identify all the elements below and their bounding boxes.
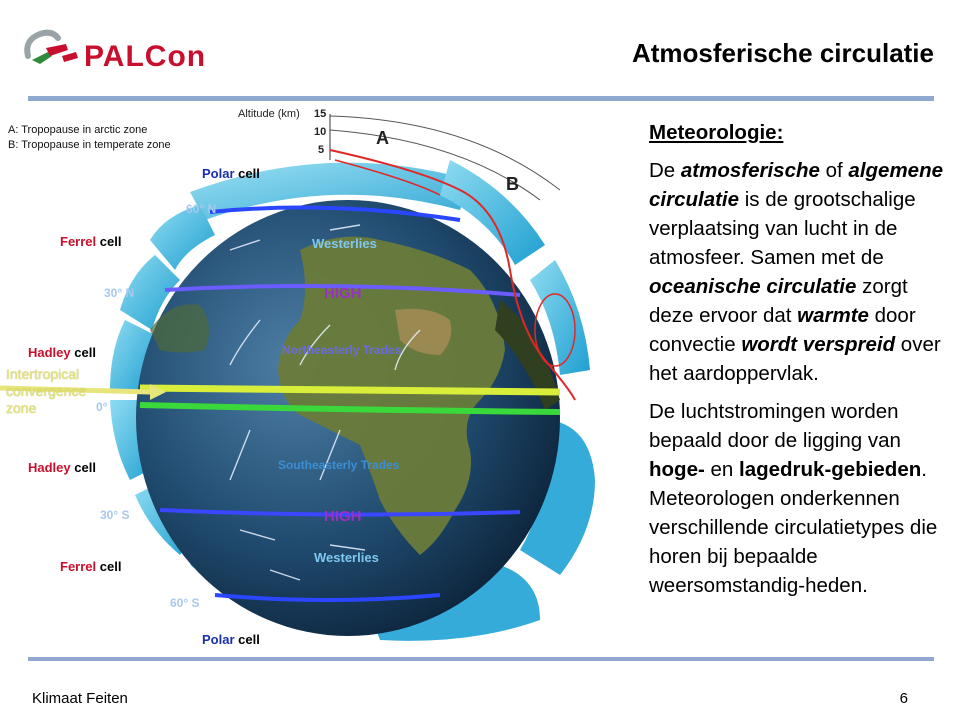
slide-title: Atmosferische circulatie	[631, 38, 934, 68]
logo-wordmark: PALCon	[84, 40, 207, 73]
explanation-text	[649, 118, 949, 609]
cell-label-ferrel-north: Ferrel cell	[60, 234, 122, 249]
cell-label-hadley-north: Hadley cell	[28, 345, 96, 360]
altitude-tick-15: 15	[314, 108, 327, 120]
high-south-label: HIGH	[324, 508, 362, 525]
paragraph-1: De atmosferische of algemene circulatie is de grootschalige verplaatsing van lucht in de atmosfeer. Samen met de oceanische circulatie zorgt deze ervoor dat warmte door convectie wordt verspreid over het aardoppervlak.	[649, 159, 943, 385]
bottom-divider	[28, 657, 934, 661]
cell-label-polar-north: Polar cell	[202, 166, 260, 181]
altitude-label: Altitude (km)	[238, 108, 300, 120]
latitude-60n: 60° N	[186, 202, 217, 216]
cell-label-ferrel-south: Ferrel cell	[60, 559, 122, 574]
latitude-60s: 60° S	[170, 596, 200, 610]
marker-a: A	[376, 128, 389, 148]
earth-globe	[136, 200, 560, 636]
section-heading: Meteorologie:	[649, 121, 784, 144]
westerlies-south-label: Westerlies	[314, 550, 379, 565]
southeasterly-trades-label: Southeasterly Trades	[278, 458, 400, 472]
cell-label-hadley-south: Hadley cell	[28, 460, 96, 475]
northeasterly-trades-label: Northeasterly Trades	[282, 343, 402, 357]
latitude-equator: 0°	[96, 400, 108, 414]
high-north-label: HIGH	[324, 285, 362, 302]
palcon-logo	[22, 26, 222, 76]
hands-logo-icon	[22, 26, 82, 76]
westerlies-north-label: Westerlies	[312, 236, 377, 251]
latitude-30n: 30° N	[104, 286, 135, 300]
page-number: 6	[899, 690, 908, 707]
atmospheric-circulation-diagram	[0, 100, 640, 656]
legend-tropopause-a: A: Tropopause in arctic zone	[8, 124, 148, 136]
latitude-30s: 30° S	[100, 508, 130, 522]
itcz-label: Intertropical convergence zone	[6, 366, 87, 416]
altitude-tick-10: 10	[314, 126, 327, 138]
paragraph-2: De luchtstromingen worden bepaald door de ligging van hoge- en lagedruk-gebieden. Meteorologen onderkennen verschillende circulatietypes die horen bij bepaalde weersomstandig-heden.	[649, 400, 938, 597]
footer-title: Klimaat Feiten	[32, 690, 128, 707]
marker-b: B	[506, 174, 519, 194]
cell-label-polar-south: Polar cell	[202, 632, 260, 647]
altitude-tick-5: 5	[318, 144, 325, 156]
legend-tropopause-b: B: Tropopause in temperate zone	[8, 139, 171, 151]
